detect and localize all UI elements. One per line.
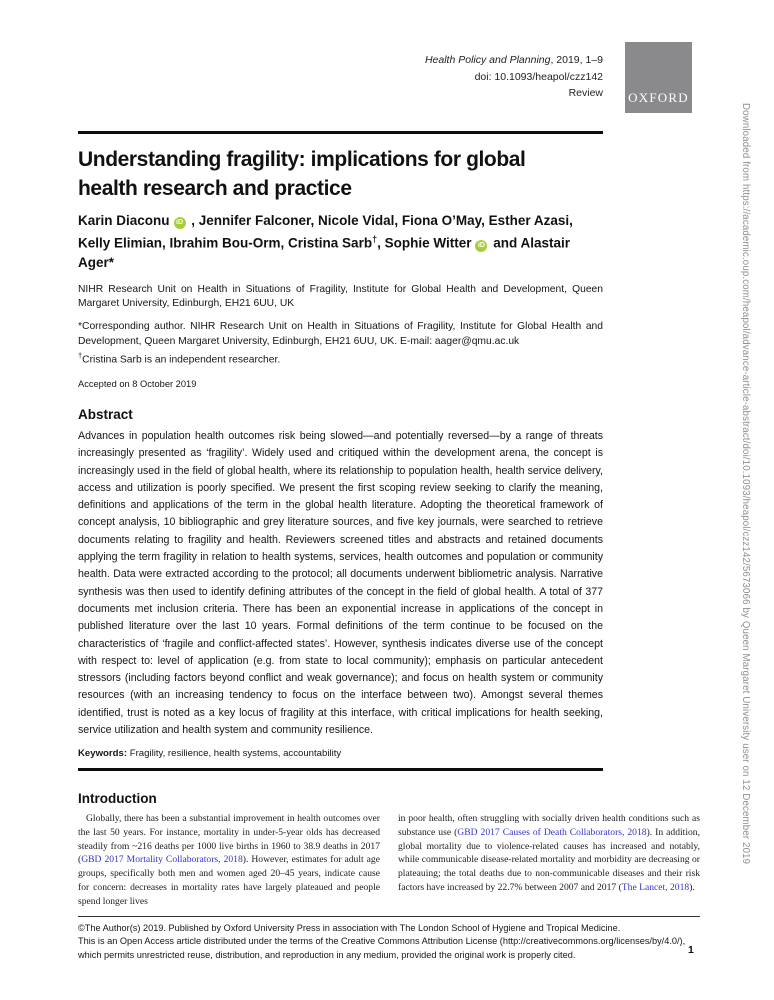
abstract-divider-rule xyxy=(78,768,603,771)
keywords-label: Keywords: xyxy=(78,748,128,760)
body-text: Globally, there has been a substantial improvement in health outcomes over the last 50 years. For instance, mortality in under-5-year olds has decreased steadily from ~216 deaths per 1000 live births in 1960 to 38.9 deaths in 2017 ( xyxy=(78,813,380,866)
author-names: , Sophie Witter xyxy=(377,235,472,251)
footnote-dagger-marker: † xyxy=(78,351,83,361)
journal-issue-info: , 2019, 1–9 xyxy=(550,54,603,66)
header-divider-rule xyxy=(78,131,603,135)
author-names: , Jennifer Falconer, Nicole Vidal, Fiona O’May, Esther Azasi, Kelly Elimian, Ibrahim Bou-Orm, Cristina Sarb xyxy=(78,213,573,251)
intro-paragraph xyxy=(398,812,700,895)
corresponding-author-text: *Corresponding author. NIHR Research Unit on Health in Situations of Fragility, Institute for Global Health and Development, Queen Margaret University, Edinburgh, EH21 6UU, UK. E-mail: aager@qmu.ac.uk xyxy=(78,321,603,347)
abstract-heading: Abstract xyxy=(78,406,133,422)
accepted-date: Accepted on 8 October 2019 xyxy=(78,378,197,389)
citation-link[interactable]: GBD 2017 Mortality Collaborators, 2018 xyxy=(81,854,243,866)
doi-line: doi: 10.1093/heapol/czz142 xyxy=(474,70,603,83)
author-list xyxy=(78,211,603,272)
orcid-icon[interactable]: iD xyxy=(475,240,487,252)
copyright-line: ©The Author(s) 2019. Published by Oxford University Press in association with The London School of Hygiene and Tropical Medicine. xyxy=(78,923,621,933)
open-access-line: This is an Open Access article distributed under the terms of the Creative Commons Attribution License (http://creativecommons.org/licenses/by/4.0/), which permits unrestricted reuse, distribution, and reproduction in any medium, provided the original work is properly cited. xyxy=(78,936,686,960)
left-column xyxy=(78,812,380,909)
author-dagger-marker: † xyxy=(372,234,378,244)
author-names: and Alastair Ager* xyxy=(78,235,571,270)
oxford-logo: OXFORD xyxy=(625,42,692,113)
keywords-line xyxy=(78,748,603,759)
license-footer xyxy=(78,916,700,962)
author-footnote xyxy=(78,349,603,368)
keywords-text: Fragility, resilience, health systems, accountability xyxy=(127,748,342,760)
introduction-section xyxy=(78,791,700,909)
journal-citation-line xyxy=(78,52,603,69)
two-column-body xyxy=(78,812,700,909)
download-watermark: Downloaded from https://academic.oup.com/heapol/advance-article-abstract/doi/10.1093/heapol/czz142/5673066 by Queen Margaret University user on 12 December 2019 xyxy=(740,103,751,865)
front-matter xyxy=(78,0,603,771)
intro-paragraph xyxy=(78,812,380,909)
body-text: ). However, estimates for adult age groups, specifically both men and women aged 20–45 years, indicate cause for concern: decreases in mortality rates have largely plateaued and people spend longer lives xyxy=(78,854,380,907)
abstract-text: Advances in population health outcomes risk being slowed—and potentially reversed—by a range of threats increasingly presented as ‘fragility’. Widely used and critiqued within the development arena, the concept is increasingly used in the field of global health, where its relationship to population health, health service delivery, access and utilization is poorly specified. We present the first scoping review seeking to clarify the meaning, definitions and applications of the term in the global health literature. Adopting the theoretical framework of concept analysis, 10 bibliographic and grey literature sources, and five key journals, were searched to retrieve documents relating to fragility and health. Reviewers screened titles and abstracts and retained documents applying the term fragility in relation to health systems, services, health outcomes and population or community health. Data were extracted according to the protocol; all documents underwent bibliometric analysis. Narrative synthesis was then used to identify defining attributes of the concept in the field of global health. A total of 377 documents met inclusion criteria. There has been an exponential increase in applications of the concept in published literature over the last 10 years. Formal definitions of the term continue to be focused on the characteristics of ‘fragile and conflict-affected states’. However, synthesis indicates diverse use of the concept with respect to: level of application (e.g. from state to local community); emphasis on particular antecedent stressors (including factors beyond conflict and weak governance); and focus on health system or community resources (with an increasing tendency to focus on the interface between two). Amongst several themes identified, trust is noted as a key locus of fragility at this interface, with critical implications for health seeking, service utilization and health system and community resilience. xyxy=(78,429,603,736)
journal-header xyxy=(78,0,603,102)
page-number: 1 xyxy=(688,944,694,956)
orcid-icon[interactable]: iD xyxy=(174,217,186,229)
body-text: ). In addition, global mortality due to violence-related causes has increased and notably, while communicable disease-related mortality and morbidity are decreasing or plateauing; the total deaths due to non-communicable diseases and their risk factors have increased by 22.7% between 2007 and 2017 ( xyxy=(398,826,700,893)
citation-link[interactable]: GBD 2017 Causes of Death Collaborators, 2018 xyxy=(457,826,647,838)
introduction-heading: Introduction xyxy=(78,791,157,806)
article-title-line-2: health research and practice xyxy=(78,177,352,200)
body-text: ). xyxy=(689,881,695,893)
citation-link[interactable]: The Lancet, 2018 xyxy=(621,881,690,893)
author-names: Karin Diaconu xyxy=(78,213,170,228)
footnote-text: Cristina Sarb is an independent researcher. xyxy=(82,354,281,366)
body-text: in poor health, often struggling with socially driven health conditions such as substance use ( xyxy=(398,813,700,838)
article-type-label: Review xyxy=(568,87,603,99)
affiliation-text: NIHR Research Unit on Health in Situations of Fragility, Institute for Global Health and Development, Queen Margaret University, Edinburgh, EH21 6UU, UK xyxy=(78,283,603,309)
article-title-line-1: Understanding fragility: implications for global xyxy=(78,148,526,171)
article-title xyxy=(78,145,603,203)
right-column xyxy=(398,812,700,909)
correspondence-block xyxy=(78,320,603,368)
journal-name: Health Policy and Planning xyxy=(424,54,551,66)
